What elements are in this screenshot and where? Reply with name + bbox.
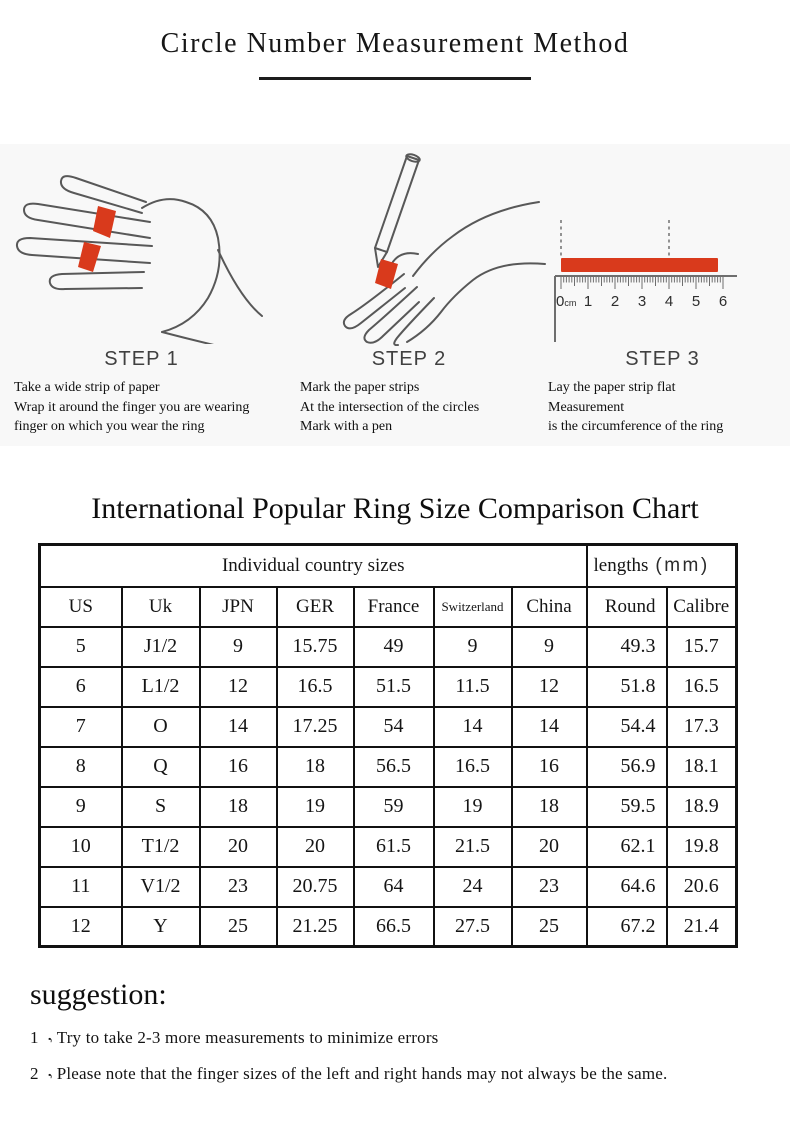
size-cell: 66.5 [354, 907, 434, 947]
hand-marking-with-pen-icon [301, 146, 551, 346]
size-cell: 27.5 [434, 907, 512, 947]
size-cell: 9 [512, 627, 587, 667]
size-cell: 25 [512, 907, 587, 947]
table-row [40, 747, 737, 787]
size-cell: 17.3 [667, 707, 737, 747]
step-3-illustration [535, 144, 790, 344]
size-cell: 54.4 [587, 707, 667, 747]
size-cell: O [122, 707, 200, 747]
column-header-switzerland: Switzerland [434, 587, 512, 627]
ideographic-comma [39, 1027, 57, 1048]
step-1-line-1: Take a wide strip of paper [14, 380, 160, 395]
suggestion-text: Please note that the finger sizes of the left and right hands may not always be the same. [56, 1064, 668, 1083]
size-cell: 10 [40, 827, 122, 867]
size-cell: J1/2 [122, 627, 200, 667]
size-cell: 20.6 [667, 867, 737, 907]
comparison-chart-heading: International Popular Ring Size Comparison Chart [91, 492, 699, 525]
size-cell: S [122, 787, 200, 827]
size-cell: L1/2 [122, 667, 200, 707]
size-cell: 23 [512, 867, 587, 907]
column-header-round: Round [587, 587, 667, 627]
size-cell: 18.9 [667, 787, 737, 827]
size-cell: 64 [354, 867, 434, 907]
size-cell: 11 [40, 867, 122, 907]
size-cell: 9 [434, 627, 512, 667]
suggestion-section [30, 978, 790, 1084]
size-cell: 19 [434, 787, 512, 827]
size-cell: Q [122, 747, 200, 787]
column-header-row [40, 587, 737, 627]
size-cell: 21.5 [434, 827, 512, 867]
column-header-calibre: Calibre [667, 587, 737, 627]
size-cell: 16 [512, 747, 587, 787]
size-cell: 49 [354, 627, 434, 667]
group-header-row [40, 545, 737, 587]
size-cell: 20 [512, 827, 587, 867]
size-cell: 16.5 [434, 747, 512, 787]
svg-text:2: 2 [610, 293, 620, 310]
size-cell: 7 [40, 707, 122, 747]
column-header-uk: Uk [122, 587, 200, 627]
size-cell: 18.1 [667, 747, 737, 787]
lengths-unit-mm: (mm) [655, 554, 710, 576]
size-cell: V1/2 [122, 867, 200, 907]
step-1-line-2: Wrap it around the finger you are wearing [14, 399, 250, 415]
size-cell: 19 [277, 787, 354, 827]
size-cell: 12 [40, 907, 122, 947]
ideographic-comma [39, 1063, 57, 1084]
table-row [40, 827, 737, 867]
size-cell: 59 [354, 787, 434, 827]
paper-strip-marks [78, 206, 116, 272]
group-header-country-label: Individual country sizes [221, 554, 405, 576]
step-1 [0, 144, 283, 446]
suggestion-list [30, 1027, 790, 1084]
svg-text:1: 1 [583, 293, 593, 310]
ruler-ticks [561, 277, 723, 289]
svg-text:3: 3 [637, 293, 647, 310]
size-cell: 20 [200, 827, 277, 867]
size-cell: 49.3 [587, 627, 667, 667]
hand-with-paper-strip-icon [4, 158, 266, 344]
size-cell: Y [122, 907, 200, 947]
size-cell: 56.9 [587, 747, 667, 787]
size-cell: 20 [277, 827, 354, 867]
column-header-ger: GER [277, 587, 354, 627]
size-cell: 61.5 [354, 827, 434, 867]
suggestion-item [30, 1063, 790, 1084]
size-cell: 8 [40, 747, 122, 787]
size-cell: 25 [200, 907, 277, 947]
page-title: Circle Number Measurement Method [160, 28, 630, 59]
size-cell: 17.25 [277, 707, 354, 747]
size-cell: 15.7 [667, 627, 737, 667]
suggestion-number: 2 [30, 1064, 39, 1083]
ring-size-comparison-table [38, 543, 738, 948]
table-row [40, 787, 737, 827]
step-1-line-3: finger on which you wear the ring [14, 419, 205, 434]
group-header-country-sizes [40, 545, 587, 587]
step-3-line-1: Lay the paper strip flat [548, 380, 676, 395]
column-header-jpn: JPN [200, 587, 277, 627]
size-cell: 59.5 [587, 787, 667, 827]
step-2-line-2: At the intersection of the circles [300, 399, 480, 415]
paper-strip-on-ruler [561, 258, 718, 272]
size-cell: 21.25 [277, 907, 354, 947]
column-header-us: US [40, 587, 122, 627]
step-2-illustration [283, 144, 535, 344]
size-cell: 56.5 [354, 747, 434, 787]
size-cell: 5 [40, 627, 122, 667]
size-cell: 18 [200, 787, 277, 827]
table-row [40, 707, 737, 747]
svg-text:4: 4 [664, 293, 674, 310]
page-header [0, 0, 790, 80]
step-3 [535, 144, 790, 446]
title-underline [259, 77, 531, 80]
size-cell: 16.5 [667, 667, 737, 707]
size-cell: 12 [512, 667, 587, 707]
step-3-line-2: Measurement [548, 399, 625, 415]
ruler-measurement-icon [547, 184, 742, 344]
size-cell: 51.8 [587, 667, 667, 707]
steps-section [0, 144, 790, 446]
size-cell: 19.8 [667, 827, 737, 867]
size-cell: 51.5 [354, 667, 434, 707]
svg-text:6: 6 [718, 293, 728, 310]
table-row [40, 667, 737, 707]
size-cell: 14 [200, 707, 277, 747]
size-cell: 21.4 [667, 907, 737, 947]
size-cell: 64.6 [587, 867, 667, 907]
size-cell: 24 [434, 867, 512, 907]
ruler-numbers [556, 293, 727, 310]
step-2 [283, 144, 535, 446]
column-header-france: France [354, 587, 434, 627]
step-3-label: STEP 3 [625, 348, 700, 370]
size-cell: 6 [40, 667, 122, 707]
size-cell: 12 [200, 667, 277, 707]
step-2-label: STEP 2 [371, 348, 447, 370]
step-2-line-3: Mark with a pen [300, 419, 393, 434]
step-1-illustration [0, 144, 283, 344]
suggestion-item [30, 1027, 790, 1048]
size-cell: 67.2 [587, 907, 667, 947]
table-row [40, 867, 737, 907]
size-cell: 54 [354, 707, 434, 747]
table-row [40, 907, 737, 947]
step-3-line-3: is the circumference of the ring [548, 419, 724, 434]
suggestion-text: Try to take 2-3 more measurements to minimize errors [56, 1028, 439, 1047]
step-1-label: STEP 1 [104, 348, 179, 370]
size-cell: 9 [200, 627, 277, 667]
svg-text:0cm: 0cm [556, 293, 577, 310]
column-header-china: China [512, 587, 587, 627]
suggestion-heading: suggestion: [30, 978, 167, 1011]
step-2-line-1: Mark the paper strips [300, 380, 420, 395]
size-cell: 18 [512, 787, 587, 827]
size-cell: 14 [512, 707, 587, 747]
size-cell: 18 [277, 747, 354, 787]
size-cell: 15.75 [277, 627, 354, 667]
lengths-label: lengths [593, 554, 649, 576]
size-cell: T1/2 [122, 827, 200, 867]
size-cell: 16.5 [277, 667, 354, 707]
size-cell: 14 [434, 707, 512, 747]
size-cell: 9 [40, 787, 122, 827]
svg-text:5: 5 [691, 293, 701, 310]
suggestion-number: 1 [30, 1028, 39, 1047]
size-cell: 11.5 [434, 667, 512, 707]
size-cell: 16 [200, 747, 277, 787]
size-cell: 62.1 [587, 827, 667, 867]
size-cell: 23 [200, 867, 277, 907]
size-cell: 20.75 [277, 867, 354, 907]
group-header-lengths [587, 545, 737, 587]
table-row [40, 627, 737, 667]
